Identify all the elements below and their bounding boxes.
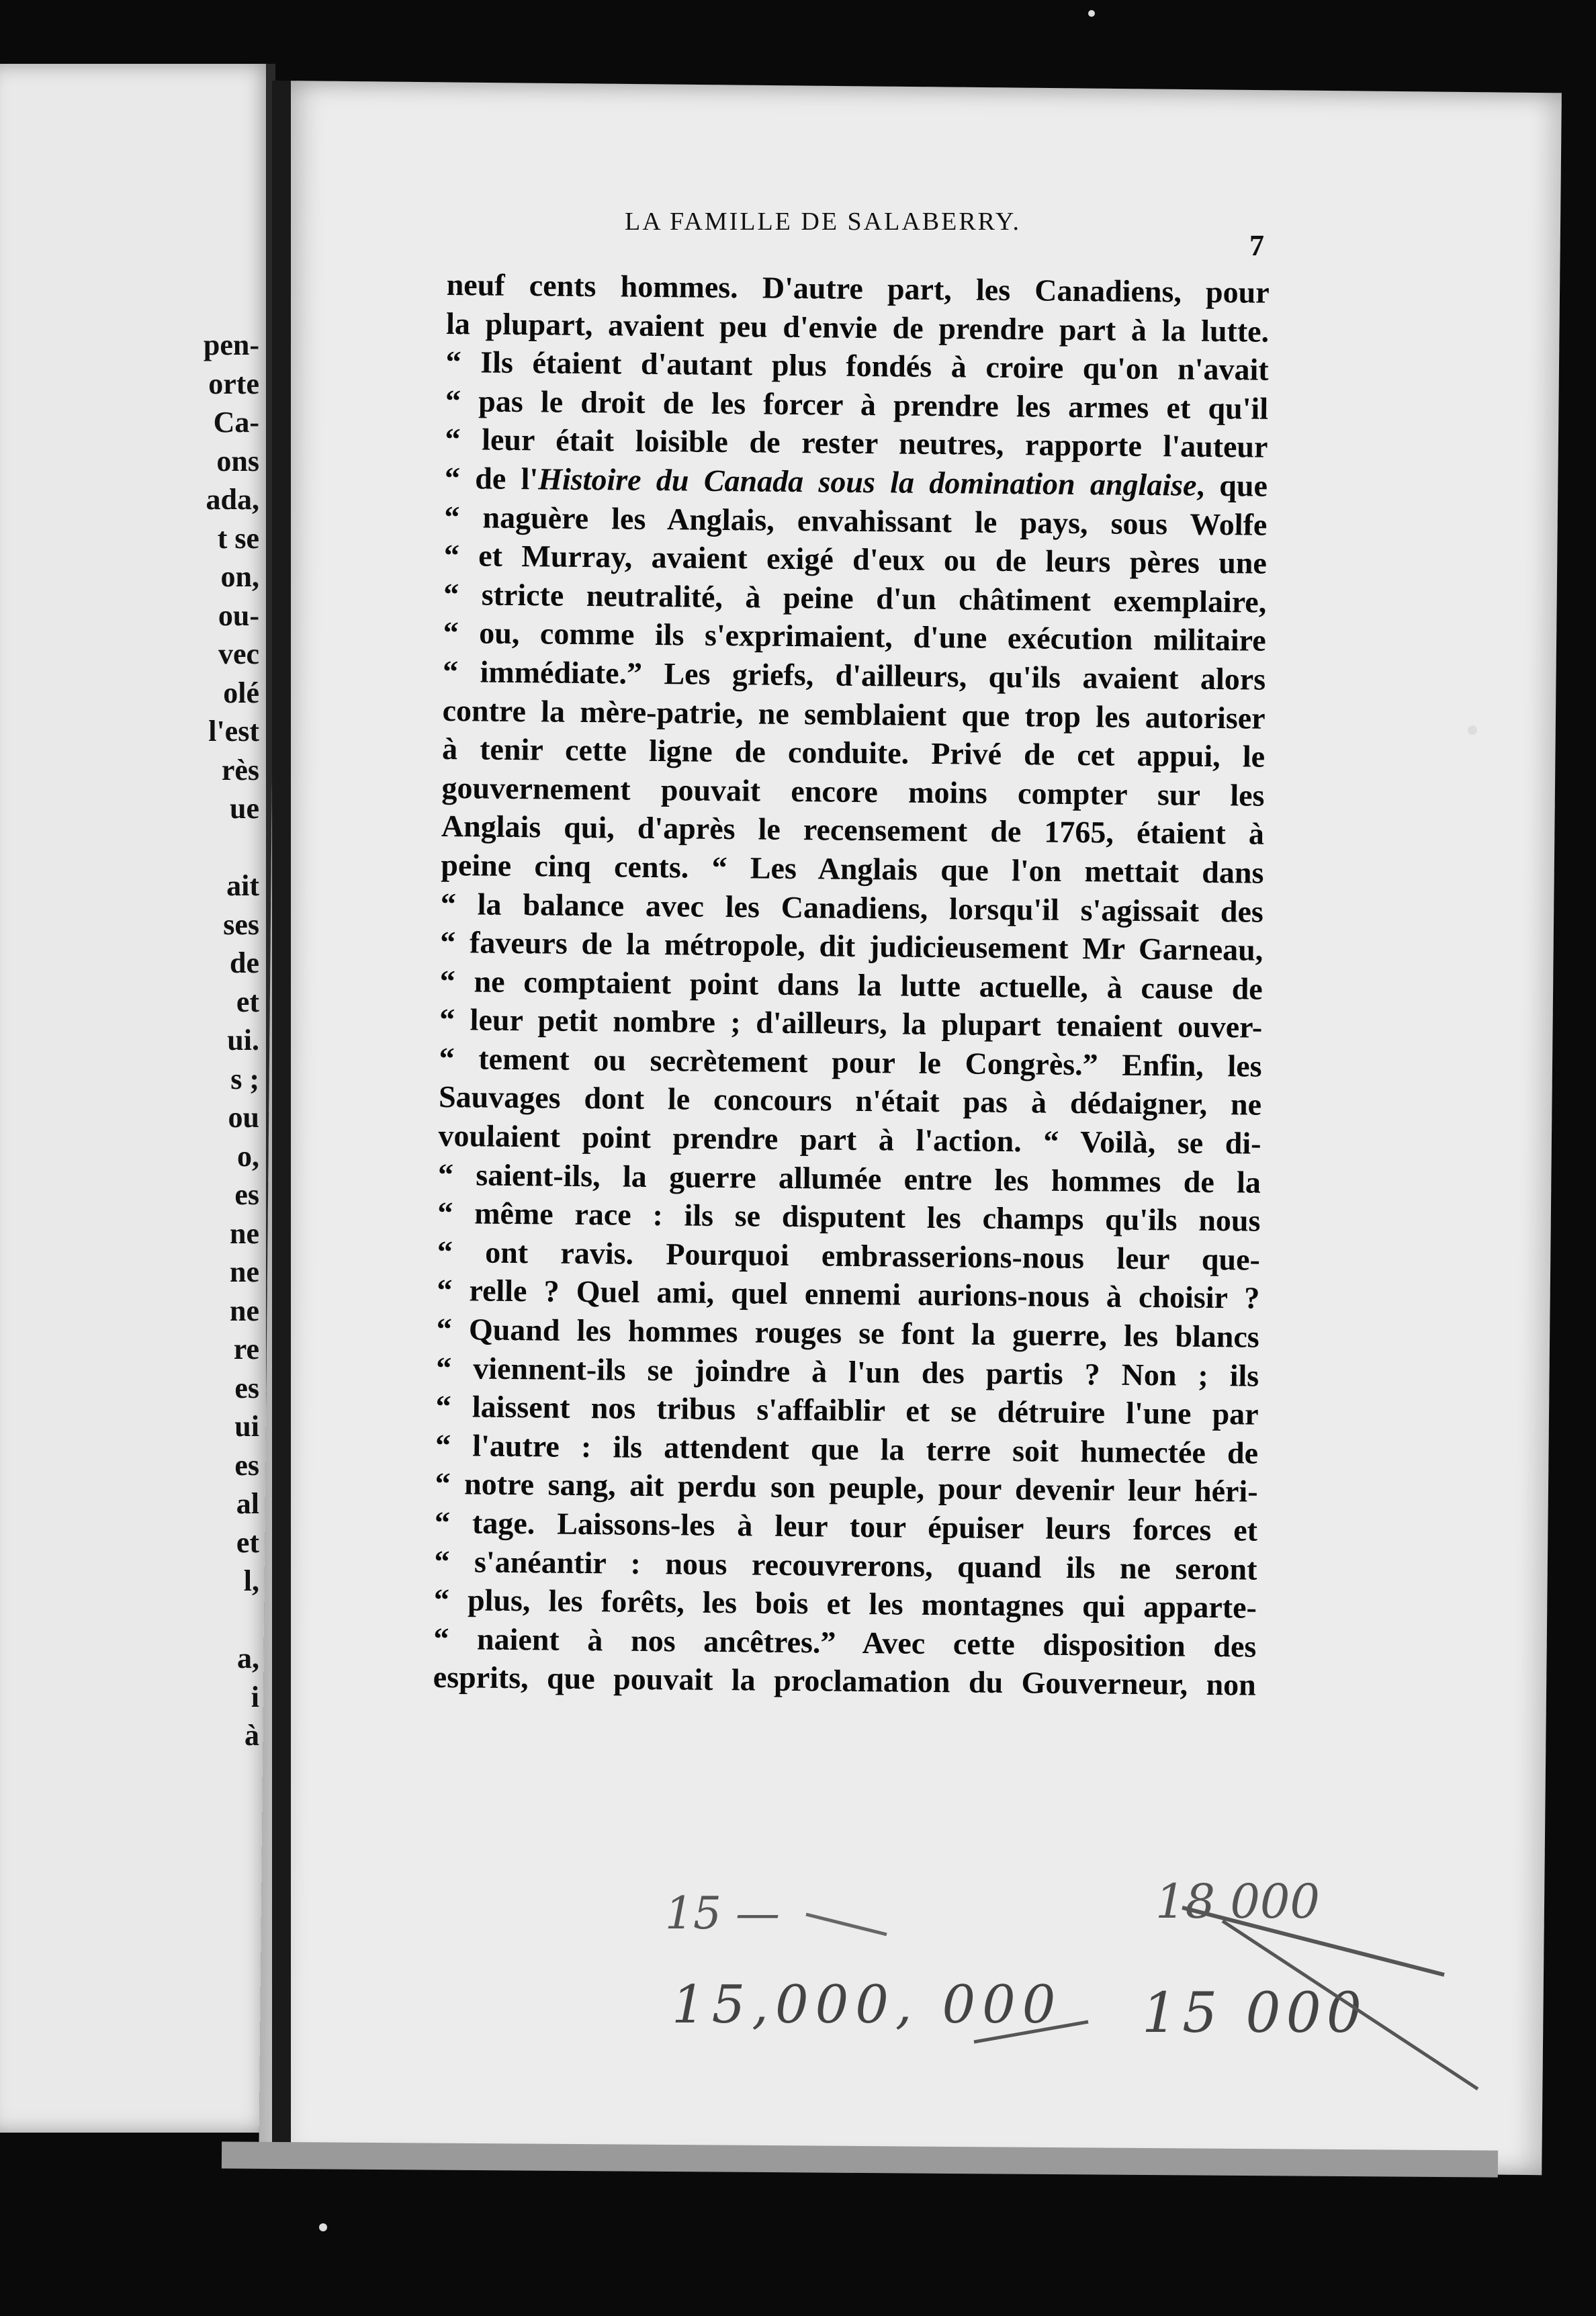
speck <box>1088 10 1095 17</box>
text-line: “ Quand les hommes rouges se font la guerre, les blancs <box>436 1311 1259 1354</box>
text-line: “ et Murray, avaient exigé d'eux ou de leurs pères une <box>443 538 1268 580</box>
text-line: “ notre sang, ait perdu son peuple, pour devenir leur héri- <box>435 1466 1258 1509</box>
left-page-fragment: ou <box>228 1101 259 1134</box>
text-line: la plupart, avaient peu d'envie de prendre part à la lutte. <box>445 306 1270 349</box>
speck <box>319 2223 327 2231</box>
left-page-fragment: ait <box>226 869 259 902</box>
text-line: peine cinq cents. “ Les Anglais que l'on mettait dans <box>441 847 1264 890</box>
text-line: contre la mère-patrie, ne semblaient que trop les autoriser <box>442 693 1266 736</box>
left-page-fragment: es <box>234 1448 259 1482</box>
left-page-fragment: à <box>245 1719 259 1752</box>
left-page-fragment: i <box>251 1680 259 1713</box>
left-page-fragment: t se <box>217 521 259 555</box>
text-line: esprits, que pouvait la proclamation du Gouverneur, non <box>433 1660 1257 1703</box>
text-line: “ plus, les forêts, les bois et les montagnes qui apparte- <box>433 1583 1257 1625</box>
left-page-fragment: pen- <box>203 328 259 361</box>
text-line: “ ont ravis. Pourquoi embrasserions-nous leur que- <box>437 1234 1261 1277</box>
left-page-fragment: ui. <box>227 1024 259 1057</box>
text-line: “ l'autre : ils attendent que la terre soit humectée de <box>435 1427 1259 1470</box>
text-line: “ s'anéantir : nous recouvrerons, quand ils ne seront <box>434 1544 1257 1587</box>
left-page-fragment: re <box>233 1333 259 1366</box>
left-page-fragment: ne <box>230 1255 259 1288</box>
text-line: “ laissent nos tribus s'affaiblir et se détruire l'une par <box>435 1389 1259 1431</box>
text-line: “ pas le droit de les forcer à prendre les armes et qu'il <box>445 383 1269 426</box>
handwritten-note: 15 000 <box>1142 1981 1367 2045</box>
text-line: “ naient à nos ancêtres.” Avec cette disposition des <box>433 1621 1257 1664</box>
text-line: voulaient point prendre part à l'action. “ Voilà, se di- <box>438 1118 1261 1161</box>
text-line: “ ne comptaient point dans la lutte actuelle, à cause de <box>439 963 1263 1006</box>
left-page-fragment: ne <box>230 1294 259 1327</box>
text-line: “ la balance avec les Canadiens, lorsqu'il s'agissait des <box>440 886 1264 929</box>
handwritten-note: 18 000 <box>1155 1874 1320 1929</box>
left-page-fragment: s ; <box>230 1062 259 1096</box>
speck <box>1468 725 1477 735</box>
page-number: 7 <box>1249 229 1264 262</box>
text-line: “ de l'Histoire du Canada sous la domination anglaise, que <box>444 460 1268 503</box>
left-page-fragment: ue <box>230 792 259 825</box>
left-page-fragment: et <box>236 1525 259 1559</box>
left-page-fragment: o, <box>237 1139 259 1173</box>
left-page-fragment: rès <box>221 753 259 787</box>
left-page-fragment: on, <box>220 560 259 593</box>
text-line: “ saient-ils, la guerre allumée entre les hommes de la <box>437 1157 1261 1200</box>
left-page-fragment: olé <box>223 676 259 709</box>
left-page-fragment: es <box>234 1178 259 1211</box>
handwritten-note: 15 — <box>665 1887 780 1939</box>
text-line: “ relle ? Quel ami, quel ennemi aurions-nous à choisir ? <box>437 1273 1260 1316</box>
left-page-fragment: ada, <box>206 483 259 516</box>
left-page-fragment: es <box>234 1371 259 1405</box>
left-page-fragment: ses <box>223 907 259 941</box>
left-page-fragment: vec <box>218 637 259 670</box>
handwritten-note: 15,000, 000 <box>672 1975 1063 2035</box>
text-line: “ tement ou secrètement pour le Congrès.” Enfin, les <box>439 1040 1262 1083</box>
text-line: “ faveurs de la métropole, dit judicieusement Mr Garneau, <box>440 925 1264 967</box>
text-line: “ même race : ils se disputent les champs qu'ils nous <box>437 1196 1261 1238</box>
left-page-fragment: ui <box>234 1410 259 1443</box>
left-page-fragment: Ca- <box>213 406 259 439</box>
text-line: “ Ils étaient d'autant plus fondés à croire qu'on n'avait <box>445 345 1269 387</box>
text-line: “ tage. Laissons-les à leur tour épuiser leurs forces et <box>434 1505 1258 1548</box>
left-page-fragment: a, <box>237 1642 259 1675</box>
text-line: à tenir cette ligne de conduite. Privé de cet appui, le <box>441 731 1266 774</box>
left-page-fragment: al <box>236 1487 259 1520</box>
text-line: “ naguère les Anglais, envahissant le pays, sous Wolfe <box>444 499 1268 542</box>
left-page-fragment: et <box>236 985 259 1018</box>
text-line: “ immédiate.” Les griefs, d'ailleurs, qu'ils avaient alors <box>442 654 1266 697</box>
text-line: Anglais qui, d'après le recensement de 1765, étaient à <box>441 809 1265 852</box>
text-line: “ leur était loisible de rester neutres, rapporte l'auteur <box>445 422 1268 465</box>
text-line: gouvernement pouvait encore moins compter sur les <box>441 770 1265 813</box>
left-page-fragment: ou- <box>218 598 259 632</box>
left-page-fragment: l, <box>243 1564 259 1597</box>
left-page-fragment: l'est <box>208 715 259 748</box>
text-line: “ ou, comme ils s'exprimaient, d'une exécution militaire <box>443 615 1266 658</box>
text-line: “ viennent-ils se joindre à l'un des partis ? Non ; ils <box>436 1350 1259 1393</box>
text-line: “ leur petit nombre ; d'ailleurs, la plupart tenaient ouver- <box>439 1002 1263 1044</box>
text-line: “ stricte neutralité, à peine d'un châtiment exemplaire, <box>443 576 1267 619</box>
text-line: neuf cents hommes. D'autre part, les Canadiens, pour <box>446 267 1270 310</box>
left-page-fragment: ne <box>230 1216 259 1250</box>
left-page-fragment: ons <box>216 444 259 478</box>
running-head: LA FAMILLE DE SALABERRY. <box>625 208 1021 236</box>
left-page-fragment: de <box>230 946 259 979</box>
left-page-fragment: orte <box>208 367 259 400</box>
text-line: Sauvages dont le concours n'était pas à dédaigner, ne <box>438 1079 1262 1122</box>
